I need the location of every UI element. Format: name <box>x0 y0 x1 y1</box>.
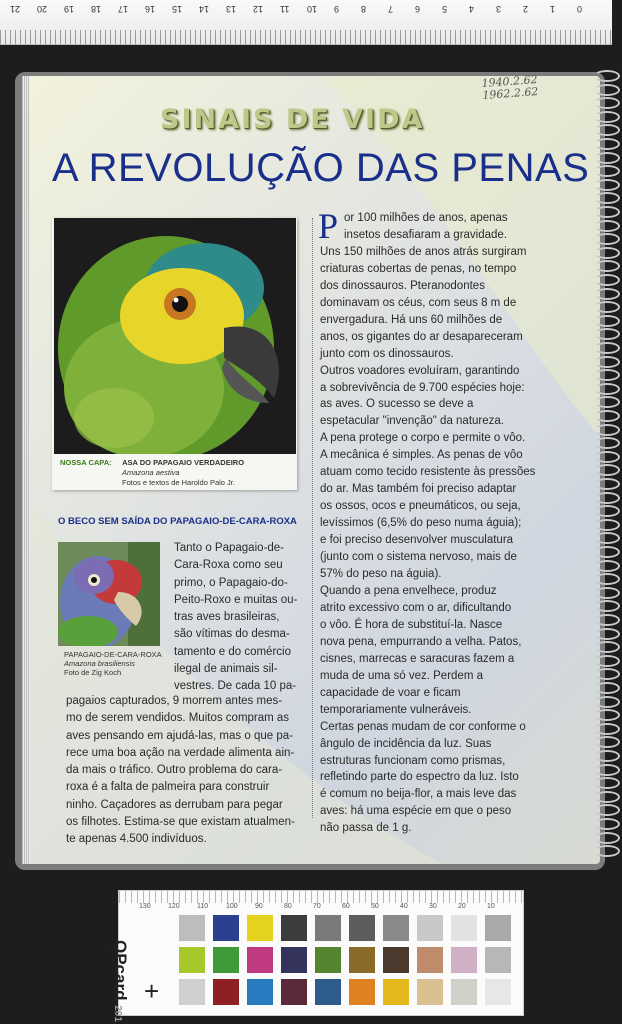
box-text-line: aves pensando em ajudá-las, mas o que pa- <box>66 729 293 742</box>
color-swatch <box>213 947 239 973</box>
article-text-line: 57% do peso na águia). <box>320 568 442 581</box>
box-story-title: O BECO SEM SAÍDA DO PAPAGAIO-DE-CARA-ROXA <box>58 516 297 527</box>
spiral-ring <box>594 600 620 612</box>
card-ruler-number: 110 <box>197 903 209 910</box>
color-swatch <box>417 979 443 1005</box>
article-text-line: Certas penas mudam de cor conforme o <box>320 720 526 733</box>
spiral-ring <box>594 560 620 572</box>
box-text-line: os filhotes. Estima-se que existam atualmen- <box>66 816 295 829</box>
spiral-ring <box>594 519 620 531</box>
spiral-ring <box>594 315 620 327</box>
spiral-ring <box>594 70 620 82</box>
color-swatch <box>417 947 443 973</box>
color-swatch <box>281 947 307 973</box>
parrot-photo <box>54 218 296 454</box>
spiral-ring <box>594 668 620 680</box>
article-text-line: aves: há uma espécie em que o peso <box>320 805 512 818</box>
spiral-ring <box>594 410 620 422</box>
box-photo-caption <box>64 650 162 677</box>
color-swatch <box>315 947 341 973</box>
article-text-line: capacidade de voar e ficam <box>320 686 461 699</box>
spiral-ring <box>594 206 620 218</box>
spiral-binding <box>596 70 622 870</box>
article-text-line: é comum no beija-flor, a mais leve das <box>320 788 517 801</box>
article-text-line: anos, os gigantes do ar desapareceram <box>320 330 523 343</box>
section-kicker: SINAIS DE VIDA <box>160 104 425 135</box>
ruler-number: 10 <box>307 4 318 14</box>
spiral-ring <box>594 546 620 558</box>
box-caption-species: Amazona brasiliensis <box>64 659 135 668</box>
spiral-ring <box>594 777 620 789</box>
color-swatch <box>179 947 205 973</box>
box-text-line: primo, o Papagaio-do- <box>174 576 288 589</box>
ruler-number: 2 <box>523 4 529 14</box>
spiral-ring <box>594 587 620 599</box>
spiral-ring <box>594 288 620 300</box>
ruler-number: 1 <box>550 4 556 14</box>
card-ruler-number: 100 <box>226 903 238 910</box>
ruler-number: 0 <box>577 4 583 14</box>
article-text-line: envergadura. Há uns 60 milhões de <box>320 313 503 326</box>
spiral-ring <box>594 301 620 313</box>
spiral-ring <box>594 342 620 354</box>
article-text-line: ângulo de incidência da luz. Suas <box>320 737 492 750</box>
box-text-line: Peito-Roxo e muitas ou- <box>174 593 298 606</box>
spiral-ring <box>594 492 620 504</box>
box-caption-title: PAPAGAIO-DE-CARA-ROXA <box>64 650 162 659</box>
box-story-text-narrow <box>174 540 312 696</box>
spiral-ring <box>594 124 620 136</box>
color-swatch <box>179 979 205 1005</box>
article-text-line: muda de uma só vez. Perdem a <box>320 669 483 682</box>
spiral-ring <box>594 165 620 177</box>
spiral-ring <box>594 396 620 408</box>
color-swatch <box>349 979 375 1005</box>
color-swatch <box>383 915 409 941</box>
card-ruler-number: 130 <box>139 903 151 910</box>
card-brand <box>110 940 130 1022</box>
color-swatch <box>383 979 409 1005</box>
spiral-ring <box>594 247 620 259</box>
spiral-ring <box>594 750 620 762</box>
cover-caption <box>60 458 244 488</box>
spiral-ring <box>594 764 620 776</box>
spiral-ring <box>594 791 620 803</box>
card-ruler-number: 40 <box>400 903 408 910</box>
cover-caption-label: NOSSA CAPA: <box>60 458 112 467</box>
article-text-line: refletindo parte do espectro da luz. Isto <box>320 771 519 784</box>
article-text-line: Outros voadores evoluíram, garantindo <box>320 364 520 377</box>
article-text-line: nova pena, empurrando a velha. Patos, <box>320 635 522 648</box>
spiral-ring <box>594 573 620 585</box>
handwritten-catalog-number <box>481 74 539 102</box>
spiral-ring <box>594 84 620 96</box>
article-text-line: criaturas cobertas de penas, no tempo <box>320 262 517 275</box>
article-text-line: os ossos, ocos e pneumáticos, ou seja, <box>320 500 521 513</box>
spiral-ring <box>594 832 620 844</box>
card-ruler-number: 60 <box>342 903 350 910</box>
box-text-line: tamento e do comércio <box>174 645 291 658</box>
article-text-line: o vôo. É hora de substituí-la. Nasce <box>320 618 503 631</box>
ruler-number: 12 <box>253 4 264 14</box>
color-swatch <box>179 915 205 941</box>
article-title: A REVOLUÇÃO DAS PENAS <box>52 146 590 190</box>
ruler-numbers <box>0 4 612 18</box>
ruler-number: 20 <box>37 4 48 14</box>
color-swatch <box>451 947 477 973</box>
color-calibration-card <box>118 890 524 1016</box>
spiral-ring <box>594 696 620 708</box>
spiral-ring <box>594 437 620 449</box>
spiral-ring <box>594 628 620 640</box>
cover-photo-card <box>52 218 297 490</box>
ruler-number: 19 <box>64 4 75 14</box>
box-text-line: Tanto o Papagaio-de- <box>174 542 284 554</box>
color-swatch <box>213 915 239 941</box>
ruler-number: 6 <box>415 4 421 14</box>
spiral-ring <box>594 152 620 164</box>
article-text-line: (junto com o sistema nervoso, mais de <box>320 551 517 564</box>
article-text-line: atuam como tecido resistente às pressões <box>320 466 536 479</box>
box-text-line: ilegal de animais sil- <box>174 663 278 676</box>
article-text-line: dominavam os céus, com seus 8 m de <box>320 296 517 309</box>
spiral-ring <box>594 682 620 694</box>
spiral-ring <box>594 614 620 626</box>
color-swatch <box>485 947 511 973</box>
purple-faced-parrot-photo <box>58 542 160 646</box>
crosshair-plus-icon: + <box>144 976 160 1006</box>
spiral-ring <box>594 369 620 381</box>
article-text-line: A mecânica é simples. As penas de vôo <box>320 449 523 462</box>
article-text-line: Uns 150 milhões de anos atrás surgiram <box>320 245 527 258</box>
card-ruler-number: 80 <box>284 903 292 910</box>
catalog-number-1: 1940.2.62 <box>481 73 538 90</box>
spiral-ring <box>594 424 620 436</box>
ruler-number: 5 <box>442 4 448 14</box>
article-text-line: temporariamente vulneráveis. <box>320 703 472 716</box>
article-text-line: cisnes, marrecas e saracuras fazem a <box>320 652 515 665</box>
article-text-line: Quando a pena envelhece, produz <box>320 584 497 597</box>
article-text-line: A pena protege o corpo e permite o vôo. <box>320 432 526 445</box>
article-text-line: espetacular "invenção" da natureza. <box>320 415 504 428</box>
article-text-line: levíssimos (6,5% do peso numa águia); <box>320 517 522 530</box>
spiral-ring <box>594 138 620 150</box>
color-swatch <box>451 915 477 941</box>
measuring-ruler <box>0 0 612 45</box>
spiral-ring <box>594 464 620 476</box>
ruler-number: 17 <box>118 4 129 14</box>
color-swatch <box>281 915 307 941</box>
color-swatch <box>315 915 341 941</box>
spiral-ring <box>594 804 620 816</box>
spiral-ring <box>594 356 620 368</box>
article-text-line: atrito excessivo com o ar, dificultando <box>320 601 512 614</box>
spiral-ring <box>594 641 620 653</box>
spiral-ring <box>594 328 620 340</box>
box-caption-credit: Foto de Zig Koch <box>64 668 122 677</box>
ruler-number: 3 <box>496 4 502 14</box>
ruler-number: 14 <box>199 4 210 14</box>
article-text-line: dos dinossauros. Pteranodontes <box>320 279 485 292</box>
card-ruler-number: 70 <box>313 903 321 910</box>
spiral-ring <box>594 451 620 463</box>
article-text-line: insetos desafiaram a gravidade. <box>344 228 508 241</box>
spiral-ring <box>594 97 620 109</box>
spiral-ring <box>594 192 620 204</box>
box-story-text-wide <box>66 693 312 849</box>
color-swatch <box>281 979 307 1005</box>
article-text-line: e foi preciso desenvolver musculatura <box>320 534 514 547</box>
card-ruler <box>119 891 523 903</box>
box-text-line: tras aves brasileiras, <box>174 611 280 624</box>
card-ruler-number: 30 <box>429 903 437 910</box>
color-swatch <box>485 915 511 941</box>
ruler-number: 8 <box>361 4 367 14</box>
spiral-ring <box>594 505 620 517</box>
box-text-line: da mais o tráfico. Outro problema do cara- <box>66 764 283 777</box>
box-text-line: são vítimas do desma- <box>174 628 290 641</box>
catalog-number-2: 1962.2.62 <box>481 85 539 102</box>
ruler-number: 18 <box>91 4 102 14</box>
color-swatch <box>451 979 477 1005</box>
drop-cap: P <box>318 206 339 246</box>
article-text-line: a sobrevivência de 9.700 espécies hoje: <box>320 381 525 394</box>
spiral-ring <box>594 845 620 857</box>
spiral-ring <box>594 723 620 735</box>
spiral-ring <box>594 274 620 286</box>
ruler-number: 15 <box>172 4 183 14</box>
spiral-ring <box>594 383 620 395</box>
ruler-number: 16 <box>145 4 156 14</box>
spiral-ring <box>594 709 620 721</box>
box-text-line: ninho. Caçadores as derrubam para pegar <box>66 798 283 811</box>
card-ruler-number: 120 <box>168 903 180 910</box>
article-text-line: estruturas funcionam como prismas, <box>320 754 506 767</box>
spiral-ring <box>594 478 620 490</box>
card-ruler-number: 90 <box>255 903 263 910</box>
spiral-ring <box>594 260 620 272</box>
parrot-illustration <box>54 218 296 454</box>
spiral-ring <box>594 532 620 544</box>
ruler-number: 4 <box>469 4 475 14</box>
box-text-line: te apenas 4.500 indivíduos. <box>66 833 207 846</box>
article-text-line: do ar. Mas também foi preciso adaptar <box>320 483 517 496</box>
cover-caption-title: ASA DO PAPAGAIO VERDADEIRO <box>122 458 245 467</box>
card-ruler-number: 10 <box>487 903 495 910</box>
box-text-line: roxa é a falta de palmeira para construir <box>66 781 270 794</box>
box-text-line: rece uma boa ação na verdade alimenta ain- <box>66 746 295 759</box>
main-article-text <box>318 206 560 837</box>
spiral-ring <box>594 655 620 667</box>
spiral-ring <box>594 818 620 830</box>
spiral-ring <box>594 233 620 245</box>
box-text-line: pagaios capturados, 9 morrem antes mes- <box>66 695 283 707</box>
box-text-line: vestres. De cada 10 pa- <box>174 680 297 693</box>
color-swatch <box>315 979 341 1005</box>
color-swatch <box>485 979 511 1005</box>
ruler-number: 21 <box>10 4 21 14</box>
ruler-number: 7 <box>388 4 394 14</box>
color-swatch <box>213 979 239 1005</box>
ruler-number: 11 <box>280 4 290 14</box>
spiral-ring <box>594 220 620 232</box>
column-divider <box>312 218 313 818</box>
color-swatch <box>349 915 375 941</box>
card-brand-name: QPcard <box>111 940 130 1001</box>
card-ruler-number: 50 <box>371 903 379 910</box>
card-model: 201 <box>112 1005 123 1022</box>
article-text-line: junto com os dinossauros. <box>320 347 454 360</box>
article-text-line: as aves. O sucesso se deve a <box>320 398 474 411</box>
article-text-line: or 100 milhões de anos, apenas <box>344 212 508 224</box>
spiral-ring <box>594 736 620 748</box>
purple-faced-parrot-illustration <box>58 542 160 646</box>
ruler-number: 9 <box>334 4 340 14</box>
color-swatch <box>349 947 375 973</box>
color-swatch <box>383 947 409 973</box>
article-text-line: não passa de 1 g. <box>320 822 412 835</box>
card-ruler-number: 20 <box>458 903 466 910</box>
color-swatch <box>247 915 273 941</box>
spiral-ring <box>594 111 620 123</box>
page-stack-edge <box>22 76 30 864</box>
cover-caption-species: Amazona aestiva <box>122 468 180 477</box>
color-swatch <box>247 947 273 973</box>
color-swatch <box>417 915 443 941</box>
ruler-number: 13 <box>226 4 237 14</box>
ruler-ticks <box>0 30 612 44</box>
cover-caption-credit: Fotos e textos de Haroldo Palo Jr. <box>122 478 235 487</box>
box-text-line: mo de serem vendidos. Muitos compram as <box>66 712 290 725</box>
box-text-line: Cara-Roxa como seu <box>174 559 283 572</box>
spiral-ring <box>594 179 620 191</box>
color-swatch <box>247 979 273 1005</box>
